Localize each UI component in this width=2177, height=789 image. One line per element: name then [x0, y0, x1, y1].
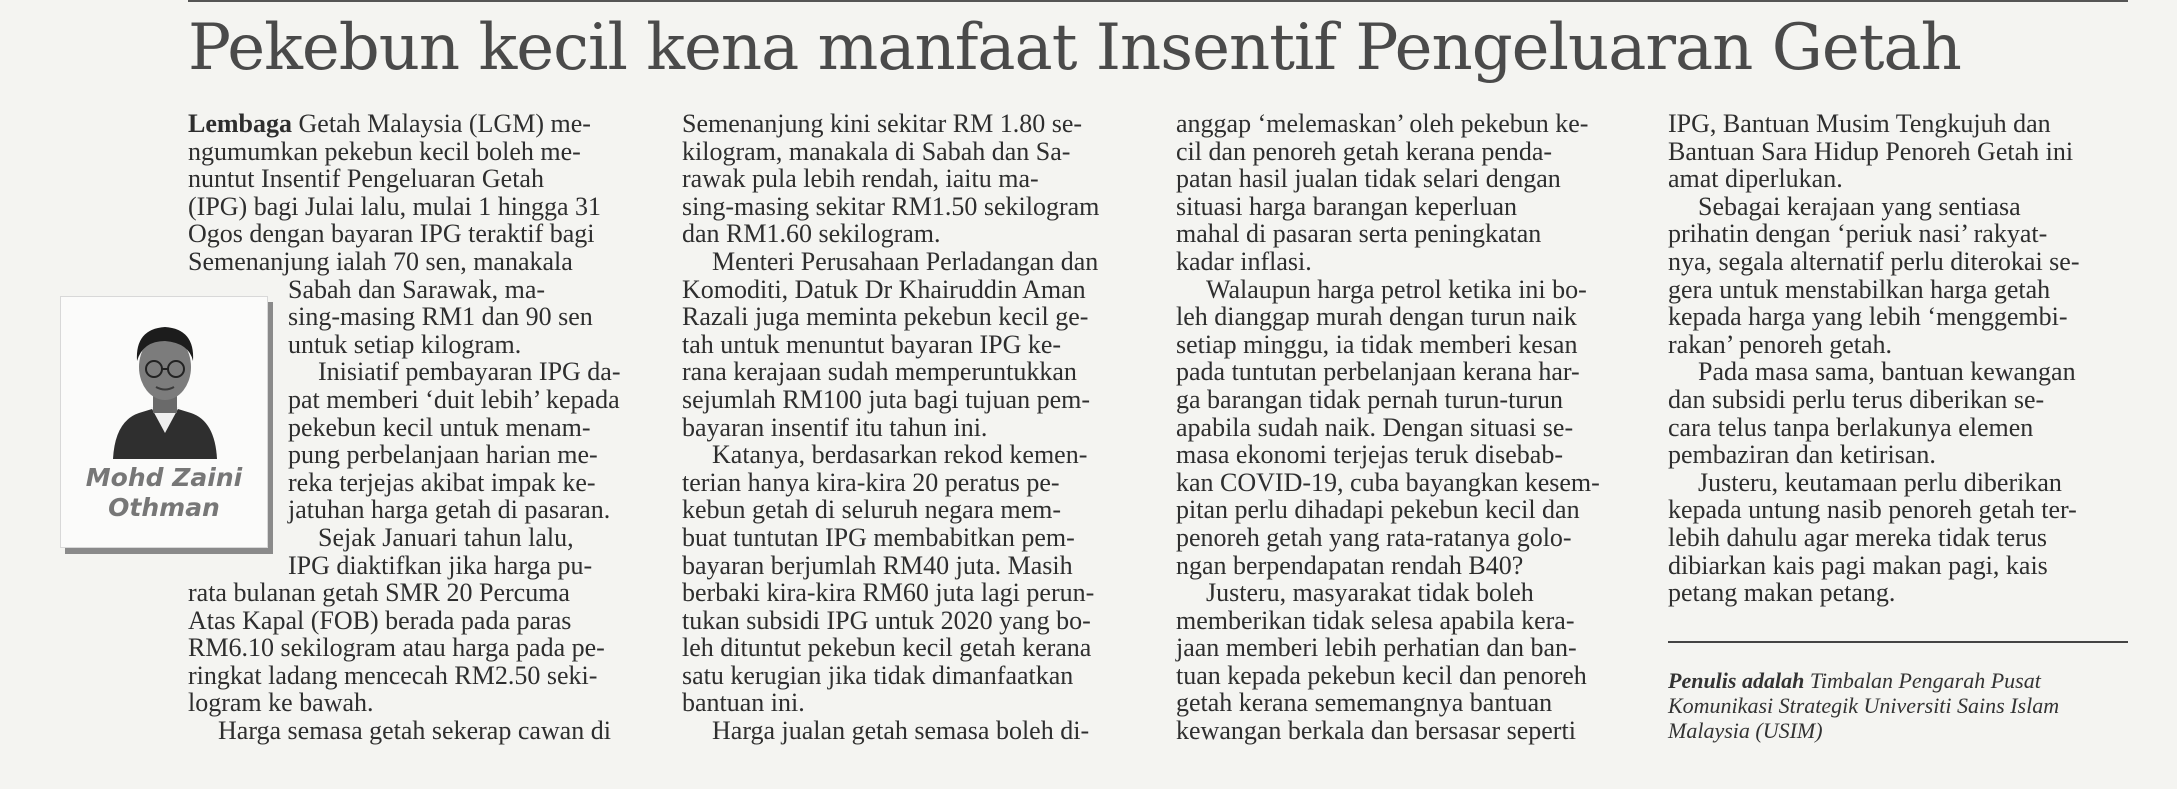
author-note-rule [1668, 641, 2128, 643]
columnist-portrait [109, 309, 221, 459]
article-line-text: RM6.10 sekilogram atau harga pada pe- [188, 633, 605, 663]
article-line-text: Justeru, keutamaan perlu diberikan [1698, 467, 2062, 497]
article-line-text: pembaziran dan ketirisan. [1668, 440, 1936, 470]
article-line-text: pung perbelanjaan harian me- [288, 440, 598, 470]
article-line [1668, 220, 2128, 248]
article-line-text: kepada untung nasib penoreh getah ter- [1668, 495, 2077, 525]
article-line-text: Inisiatif pembayaran IPG da- [318, 357, 621, 387]
article-line-text: Justeru, masyarakat tidak boleh [1206, 578, 1534, 608]
article-line [682, 552, 1142, 580]
columnist-photo-box [60, 296, 268, 548]
article-line-text: reka terjejas akibat impak ke- [288, 467, 596, 497]
article-line [1176, 193, 1636, 221]
article-line-text: anggap ‘melemaskan’ oleh pekebun ke- [1176, 109, 1589, 138]
article-line-text: Komoditi, Datuk Dr Khairuddin Aman [682, 274, 1086, 304]
article-line-text: situasi harga barangan keperluan [1176, 191, 1517, 221]
article-line [1176, 469, 1636, 497]
article-line [1668, 248, 2128, 276]
article-line [188, 662, 658, 690]
article-line [1176, 607, 1636, 635]
article-line-text: kilogram, manakala di Sabah dan Sa- [682, 136, 1071, 166]
article-line [682, 220, 1142, 248]
article-line-text: satu kerugian jika tidak dimanfaatkan [682, 660, 1074, 690]
article-line [188, 110, 658, 138]
article-line-text: rata bulanan getah SMR 20 Percuma [188, 578, 570, 608]
article-line [1668, 469, 2128, 497]
article-line-text: amat diperlukan. [1668, 164, 1843, 194]
article-line-text: cara telus tanpa berlakunya elemen [1668, 412, 2034, 442]
article-line-text: mahal di pasaran serta peningkatan [1176, 219, 1542, 249]
article-line-text: Harga semasa getah sekerap cawan di [218, 716, 611, 746]
article-line-text: prihatin dengan ‘periuk nasi’ rakyat- [1668, 219, 2048, 249]
article-line [682, 524, 1142, 552]
article-line [682, 386, 1142, 414]
author-note-line: Timbalan Pengarah Pusat [1804, 668, 2041, 693]
article-line-text: buat tuntutan IPG membabitkan pem- [682, 522, 1075, 552]
article-line-text: kadar inflasi. [1176, 246, 1312, 276]
article-line-text: rakan’ penoreh getah. [1668, 329, 1893, 359]
article-line-text: rawak pula lebih rendah, iaitu ma- [682, 164, 1039, 194]
article-line-text: ngumumkan pekebun kecil boleh me- [188, 136, 581, 166]
author-note-line: Malaysia (USIM) [1668, 718, 1823, 743]
article-line-text: pada tuntutan perbelanjaan kerana har- [1176, 357, 1580, 387]
article-line [682, 496, 1142, 524]
author-note-line: Komunikasi Strategik Universiti Sains Islam [1668, 693, 2060, 718]
article-line-text: IPG diaktifkan jika harga pu- [288, 550, 593, 580]
article-line-text: nya, segala alternatif perlu diterokai se- [1668, 246, 2080, 276]
article-line [1176, 524, 1636, 552]
article-line-text: ringkat ladang mencecah RM2.50 seki- [188, 660, 598, 690]
article-line-text: Bantuan Sara Hidup Penoreh Getah ini [1668, 136, 2074, 166]
article-line-text: ga barangan tidak pernah turun-turun [1176, 384, 1563, 414]
article-line [682, 579, 1142, 607]
article-line [1176, 579, 1636, 607]
article-line-text: masa ekonomi terjejas teruk disebab- [1176, 440, 1563, 470]
article-line [1176, 358, 1636, 386]
article-line [188, 138, 658, 166]
article-line-text: Sebagai kerajaan yang sentiasa [1698, 191, 2021, 221]
article-line [682, 662, 1142, 690]
article-line-text: getah kerana sememangnya bantuan [1176, 688, 1553, 718]
article-line-text: Menteri Perusahaan Perladangan dan [712, 246, 1099, 276]
article-line-text: kebun getah di seluruh negara mem- [682, 495, 1062, 525]
article-line [682, 414, 1142, 442]
article-line-text: memberikan tidak selesa apabila kera- [1176, 605, 1575, 635]
article-line-text: Katanya, berdasarkan rekod kemen- [712, 440, 1088, 470]
article-line-text: cil dan penoreh getah kerana penda- [1176, 136, 1553, 166]
article-line [1668, 138, 2128, 166]
lead-word: Lembaga [188, 109, 292, 138]
article-line [1176, 662, 1636, 690]
article-line-text: jatuhan harga getah di pasaran. [288, 495, 611, 525]
article-line [1176, 138, 1636, 166]
article-line [682, 138, 1142, 166]
article-line-text: Sabah dan Sarawak, ma- [288, 274, 546, 304]
article-line [682, 358, 1142, 386]
top-rule [188, 0, 2128, 2]
article-line [188, 193, 658, 221]
article-line [682, 110, 1142, 138]
article-line [188, 220, 658, 248]
article-line-text: pekebun kecil untuk menam- [288, 412, 591, 442]
article-line-text: rana kerajaan sudah memperuntukkan [682, 357, 1077, 387]
article-line [682, 193, 1142, 221]
article-line [1668, 193, 2128, 221]
article-line [1176, 276, 1636, 304]
article-line-text: berbaki kira-kira RM60 juta lagi perun- [682, 578, 1095, 608]
article-line [188, 717, 658, 745]
article-line [188, 634, 658, 662]
article-line-text: tuan kepada pekebun kecil dan penoreh [1176, 660, 1587, 690]
article-line-text: leh dituntut pekebun kecil getah kerana [682, 633, 1092, 663]
article-line [682, 607, 1142, 635]
article-line [1176, 220, 1636, 248]
article-column-3 [1176, 110, 1636, 745]
article-line [1176, 441, 1636, 469]
article-line [682, 469, 1142, 497]
article-line-text: Pada masa sama, bantuan kewangan [1698, 357, 2076, 387]
article-line [1668, 552, 2128, 580]
article-line [1176, 386, 1636, 414]
article-line-text: Harga jualan getah semasa boleh di- [712, 716, 1090, 746]
article-line [188, 165, 658, 193]
columnist-name-last: Othman [108, 493, 220, 522]
article-line [682, 634, 1142, 662]
article-line-text: kepada harga yang lebih ‘menggembi- [1668, 302, 2068, 332]
article-line-text: Walaupun harga petrol ketika ini bo- [1206, 274, 1587, 304]
article-line [188, 607, 658, 635]
article-line-text: ngan berpendapatan rendah B40? [1176, 550, 1524, 580]
article-line [1176, 717, 1636, 745]
article-line-text: gera untuk menstabilkan harga getah [1668, 274, 2051, 304]
article-line [188, 689, 658, 717]
article-line [682, 717, 1142, 745]
article-line-text: leh dianggap murah dengan turun naik [1176, 302, 1577, 332]
article-line [1176, 552, 1636, 580]
article-line-text: penoreh getah yang rata-ratanya golo- [1176, 522, 1572, 552]
article-line [1176, 496, 1636, 524]
article-line [682, 331, 1142, 359]
article-line [1668, 110, 2128, 138]
article-line-text: Atas Kapal (FOB) berada pada paras [188, 605, 572, 635]
article-line [1176, 165, 1636, 193]
article-line-text: dan subsidi perlu terus diberikan se- [1668, 384, 2045, 414]
article-line [1668, 331, 2128, 359]
article-line-text: sing-masing sekitar RM1.50 sekilogram [682, 191, 1100, 221]
article-line [1176, 689, 1636, 717]
article-line-text: setiap minggu, ia tidak memberi kesan [1176, 329, 1578, 359]
article-line [1176, 303, 1636, 331]
article-line-text: bantuan ini. [682, 688, 805, 718]
article-line [682, 248, 1142, 276]
article-line-text: sejumlah RM100 juta bagi tujuan pem- [682, 384, 1090, 414]
article-line-text: apabila sudah naik. Dengan situasi se- [1176, 412, 1574, 442]
article-line [1668, 496, 2128, 524]
article-line [1668, 303, 2128, 331]
article-line-text: bayaran berjumlah RM40 juta. Masih [682, 550, 1073, 580]
article-line-text: lebih dahulu agar mereka tidak terus [1668, 522, 2048, 552]
article-line-text: untuk setiap kilogram. [288, 329, 522, 359]
article-line-text: jaan memberi lebih perhatian dan ban- [1176, 633, 1577, 663]
article-line [188, 552, 658, 580]
article-line-text: tukan subsidi IPG untuk 2020 yang bo- [682, 605, 1091, 635]
article-line-text: petang makan petang. [1668, 578, 1896, 608]
article-line-text: terian hanya kira-kira 20 peratus pe- [682, 467, 1060, 497]
article-line [682, 165, 1142, 193]
article-line-text: kewangan berkala dan bersasar seperti [1176, 716, 1576, 746]
article-line-text: kan COVID-19, cuba bayangkan kesem- [1176, 467, 1600, 497]
article-line-text: IPG, Bantuan Musim Tengkujuh dan [1668, 109, 2051, 138]
article-line-text: Semenanjung ialah 70 sen, manakala [188, 246, 573, 276]
author-note-label: Penulis adalah [1668, 668, 1805, 693]
article-line [1668, 524, 2128, 552]
columnist-name-first: Mohd Zaini [85, 463, 243, 492]
article-line [682, 303, 1142, 331]
article-line [1668, 579, 2128, 607]
article-line-text: (IPG) bagi Julai lalu, mulai 1 hingga 31 [188, 191, 602, 221]
article-line-text: Razali juga meminta pekebun kecil ge- [682, 302, 1089, 332]
article-line-text: bayaran insentif itu tahun ini. [682, 412, 988, 442]
article-column-4 [1668, 110, 2128, 607]
article-line [1668, 386, 2128, 414]
article-line [1176, 414, 1636, 442]
article-line [1668, 276, 2128, 304]
article-line-text: sing-masing RM1 dan 90 sen [288, 302, 593, 332]
article-line-text: Semenanjung kini sekitar RM 1.80 se- [682, 109, 1083, 138]
article-line [682, 689, 1142, 717]
headline: Pekebun kecil kena manfaat Insentif Pengeluaran Getah [188, 11, 1961, 85]
article-line-text: Getah Malaysia (LGM) me- [292, 109, 591, 138]
article-line-text: nuntut Insentif Pengeluaran Getah [188, 164, 544, 194]
article-line [682, 276, 1142, 304]
article-line-text: dan RM1.60 sekilogram. [682, 219, 941, 249]
article-line-text: pat memberi ‘duit lebih’ kepada [288, 384, 620, 414]
article-line-text: tah untuk menuntut bayaran IPG ke- [682, 329, 1062, 359]
author-note [1668, 668, 2138, 743]
article-line [1176, 110, 1636, 138]
article-line [1176, 248, 1636, 276]
article-line [1668, 165, 2128, 193]
article-line [682, 441, 1142, 469]
article-line-text: Sejak Januari tahun lalu, [318, 522, 574, 552]
article-line [1176, 634, 1636, 662]
article-line-text: logram ke bawah. [188, 688, 374, 718]
article-line-text: pitan perlu dihadapi pekebun kecil dan [1176, 495, 1580, 525]
article-line [188, 248, 658, 276]
article-line-text: dibiarkan kais pagi makan pagi, kais [1668, 550, 2048, 580]
article-line [1176, 331, 1636, 359]
article-column-2 [682, 110, 1142, 745]
article-line [1668, 441, 2128, 469]
article-line [1668, 414, 2128, 442]
article-line [1668, 358, 2128, 386]
article-line-text: patan hasil jualan tidak selari dengan [1176, 164, 1561, 194]
article-line-text: Ogos dengan bayaran IPG teraktif bagi [188, 219, 595, 249]
article-line [188, 579, 658, 607]
